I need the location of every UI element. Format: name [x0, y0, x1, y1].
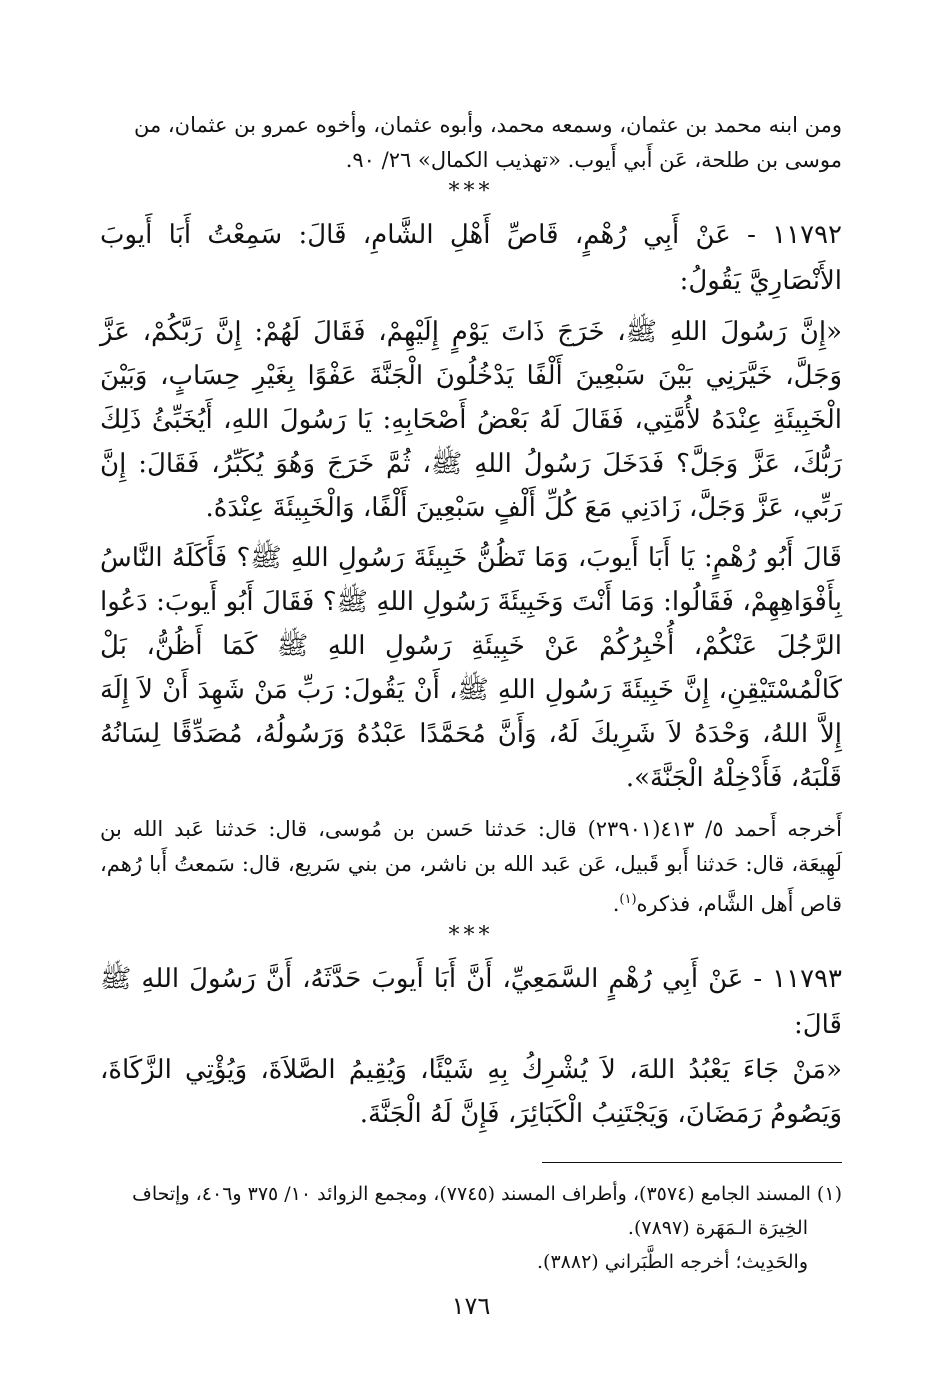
- hadith-text-11792-part1: «إِنَّ رَسُولَ اللهِ ﷺ، خَرَجَ ذَاتَ يَوْمٍ إِلَيْهِمْ، فَقَالَ لَهُمْ: إِنَّ رَبَّكُمْ، عَزَّ وَجَلَّ، خَيَّرَنِي بَيْنَ سَبْعِينَ أَلْفًا يَدْخُلُونَ الْجَنَّةَ عَفْوًا بِغَيْرِ حِسَابٍ، وَبَيْنَ الْخَبِيئَةِ عِنْدَهُ لأُمَّتِي، فَقَالَ لَهُ بَعْضُ أَصْحَابِهِ: يَا رَسُولَ اللهِ، أَيُخَبِّئُ ذَلِكَ رَبُّكَ، عَزَّ وَجَلَّ؟ فَدَخَلَ رَسُولُ اللهِ ﷺ، ثُمَّ خَرَجَ وَهُوَ يُكَبِّرُ، فَقَالَ: إِنَّ رَبِّي، عَزَّ وَجَلَّ، زَادَنِي مَعَ كُلِّ أَلْفٍ سَبْعِينَ أَلْفًا، وَالْخَبِيئَةَ عِنْدَهُ.: [100, 317, 842, 523]
- takhrij-end: .: [612, 892, 620, 916]
- intro-line-1: ومن ابنه محمد بن عثمان، وسمعه محمد، وأبوه عثمان، وأخوه عمرو بن عثمان، من: [133, 113, 842, 137]
- separator-stars-2: ***: [448, 923, 494, 948]
- hadith-text-11793: «مَنْ جَاءَ يَعْبُدُ اللهَ، لاَ يُشْرِكُ بِهِ شَيْئًا، وَيُقِيمُ الصَّلاَةَ، وَيُؤْتِي الزَّكَاةَ، وَيَصُومُ رَمَضَانَ، وَيَجْتَنِبُ الْكَبَائِرَ، فَإِنَّ لَهُ الْجَنَّةَ.: [100, 1055, 842, 1129]
- footnote-ref-1: (١): [619, 892, 637, 907]
- separator-stars: ***: [448, 179, 494, 204]
- footnotes: [100, 1177, 842, 1279]
- hadith-heading-11793: ١١٧٩٣ - عَنْ أَبِي رُهْمٍ السَّمَعِيِّ، أَنَّ أَبَا أَيوبَ حَدَّثَهُ، أَنَّ رَسُولَ اللهِ ﷺ قَالَ:: [100, 964, 842, 1040]
- footnote-divider: [542, 1162, 842, 1163]
- hadith-heading-11792: ١١٧٩٢ - عَنْ أَبِي رُهْمٍ، قَاصِّ أَهْلِ الشَّامِ، قَالَ: سَمِعْتُ أَبَا أَيوبَ الأَنْصَارِيَّ يَقُولُ:: [100, 220, 842, 296]
- footnote-1-line-2: الخِيرَة الـمَهَرة (٧٨٩٧).: [627, 1217, 808, 1239]
- page-body: [100, 108, 842, 1279]
- footnote-1-line-1: (١) المسند الجامع (٣٥٧٤)، وأطراف المسند (٧٧٤٥)، ومجمع الزوائد ١٠/ ٣٧٥ و٤٠٦، وإتحاف: [132, 1183, 842, 1205]
- takhrij-text: أَخرجه أَحمد ٥/ ٤١٣(٢٣٩٠١) قال: حَدثنا حَسن بن مُوسى، قال: حَدثنا عَبد الله بن لَهِيعَة، قال: حَدثنا أَبو قَبيل، عَن عَبد الله بن ناشر، من بني سَريع، قال: سَمعتُ أَبا رُهم، قاص أَهل الشَّام، فذكره: [100, 817, 842, 916]
- page-number: ١٧٦: [451, 1292, 491, 1320]
- intro-line-2: موسى بن طلحة، عَن أَبي أَيوب. «تهذيب الكمال» ٢٦/ ٩٠.: [345, 148, 842, 172]
- hadith-text-11792-part2: قَالَ أَبُو رُهْمٍ: يَا أَبَا أَيوبَ، وَمَا تَظُنُّ خَبِيئَةَ رَسُولِ اللهِ ﷺ؟ فَأَكَلَهُ النَّاسُ بِأَفْوَاهِهِمْ، فَقَالُوا: وَمَا أَنْتَ وَخَبِيئَةَ رَسُولِ اللهِ ﷺ؟ فَقَالَ أَبُو أَيوبَ: دَعُوا الرَّجُلَ عَنْكُمْ، أُخْبِرُكُمْ عَنْ خَبِيئَةِ رَسُولِ اللهِ ﷺ كَمَا أَظُنُّ، بَلْ كَالْمُسْتَيْقِنِ، إِنَّ خَبِيئَةَ رَسُولِ اللهِ ﷺ، أَنْ يَقُولَ: رَبِّ مَنْ شَهِدَ أَنْ لاَ إِلَهَ إِلاَّ اللهُ، وَحْدَهُ لاَ شَرِيكَ لَهُ، وَأَنَّ مُحَمَّدًا عَبْدُهُ وَرَسُولُهُ، مُصَدِّقًا لِسَانُهُ قَلْبَهُ، فَأَدْخِلْهُ الْجَنَّةَ».: [100, 543, 842, 793]
- takhrij-11792: [100, 812, 842, 922]
- footnote-1-line-3: والحَدِيث؛ أخرجه الطَّبَراني (٣٨٨٢).: [537, 1251, 808, 1273]
